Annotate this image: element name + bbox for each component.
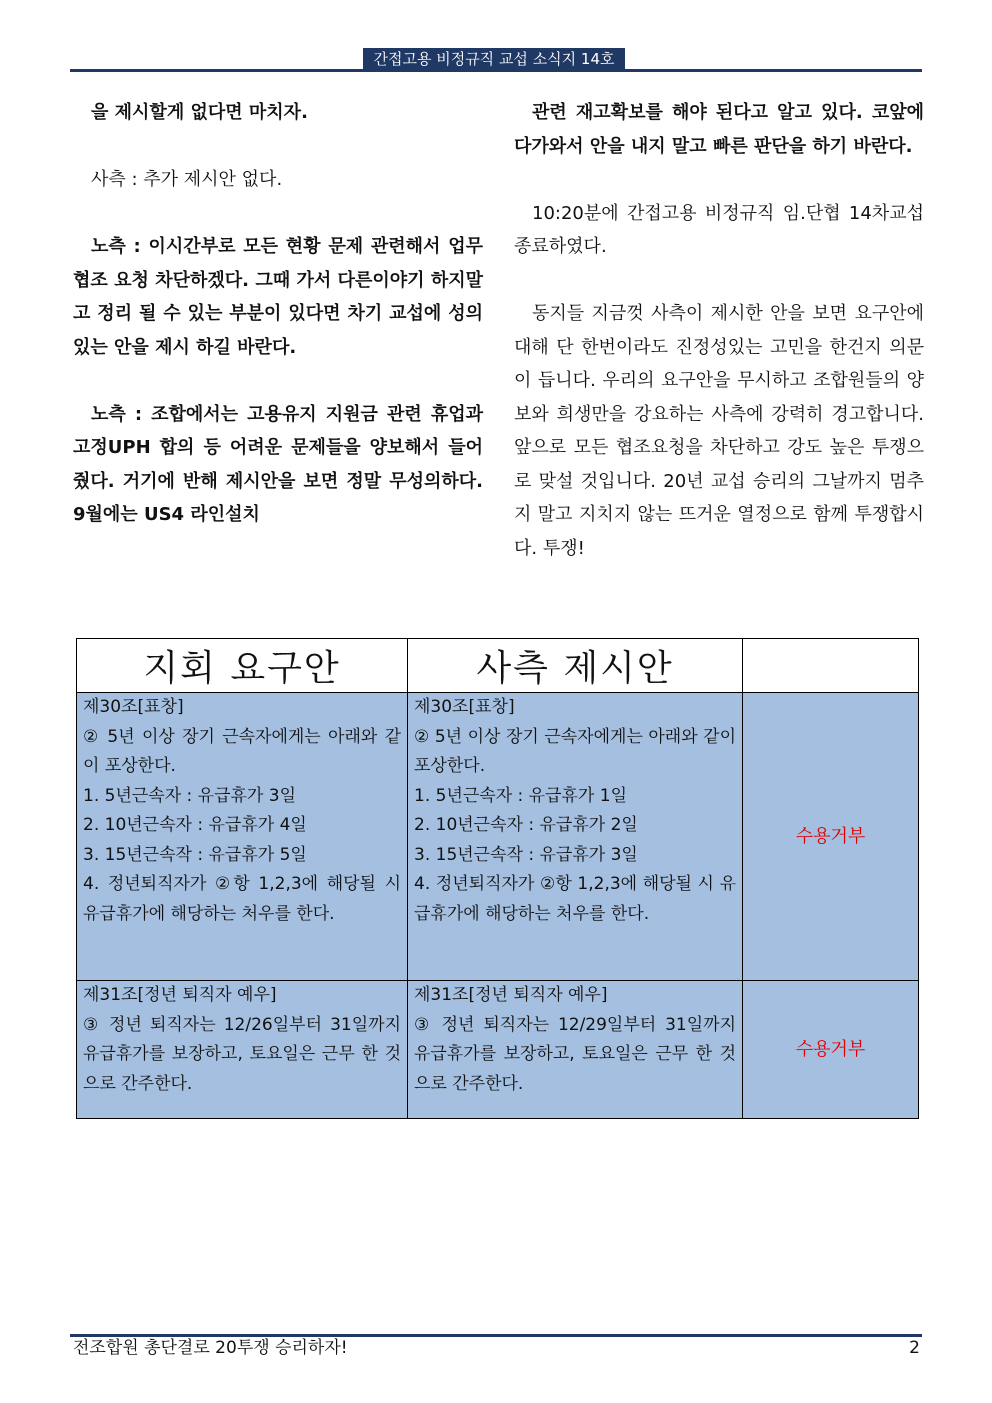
clause-title: 제30조[표창] [414, 697, 515, 717]
demands-comparison-table [76, 638, 919, 1119]
clause-item: 3. 15년근속작 : 유급휴가 5일 [83, 844, 307, 865]
left-paragraph-3: 노측 : 이시간부로 모든 현황 문제 관련해서 업무협조 요청 차단하겠다. 그때 가서 다른이야기 하지말고 정리 될 수 있는 부분이 있다면 차기 교섭에 성의있는 안을 제시 하길 바란다. [73, 236, 483, 358]
status-cell: 수용거부 [743, 981, 919, 1119]
clause-item: 1. 5년근속자 : 유급휴가 3일 [83, 785, 296, 806]
left-column [73, 96, 483, 565]
table-row [77, 981, 919, 1119]
clause-item: 2. 10년근속자 : 유급휴가 4일 [83, 815, 307, 835]
clause-item: 4. 정년퇴직자가 ②항 1,2,3에 해당될 시 유급휴가에 해당하는 처우를 한다. [414, 874, 736, 924]
left-paragraph-2: 사측 : 추가 제시안 없다. [91, 169, 283, 190]
clause-item: 1. 5년근속자 : 유급휴가 1일 [414, 785, 627, 806]
right-column [514, 96, 924, 599]
union-demand-cell [77, 981, 408, 1119]
clause-item: 4. 정년퇴직자가 ②항 1,2,3에 해당될 시 유급휴가에 해당하는 처우를 한다. [83, 874, 401, 924]
newsletter-title: 간접고용 비정규직 교섭 소식지 14호 [363, 48, 625, 70]
right-paragraph-3: 동지들 지금껏 사측이 제시한 안을 보면 요구안에 대해 단 한번이라도 진정성있는 고민을 한건지 의문이 듭니다. 우리의 요구안을 무시하고 조합원들의 양보와 희생만을 강요하는 사측에 강력히 경고합니다. 앞으로 모든 협조요청을 차단하고 강도 높은 투쟁으로 맞설 것입니다. 20년 교섭 승리의 그날까지 멈추지 말고 지치지 않는 뜨거운 열정으로 함께 투쟁합시다. 투쟁! [514, 303, 924, 559]
page-number: 2 [909, 1338, 920, 1358]
clause-text: ③ 정년 퇴직자는 12/29일부터 31일까지 유급휴가를 보장하고, 토요일은 근무 한 것으로 간주한다. [414, 1014, 736, 1094]
table-row [77, 693, 919, 981]
company-proposal-header: 사측 제시안 [408, 639, 743, 693]
left-paragraph-1: 을 제시할게 없다면 마치자. [91, 102, 308, 123]
clause-text: ② 5년 이상 장기 근속자에게는 아래와 같이 포상한다. [83, 726, 401, 776]
union-demand-cell [77, 693, 408, 981]
status-header [743, 639, 919, 693]
left-paragraph-4: 노측 : 조합에서는 고용유지 지원금 관련 휴업과 고정UPH 합의 등 어려운 문제들을 양보해서 들어줬다. 거기에 반해 제시안을 보면 정말 무성의하다. 9월에는 US4 라인설치 [73, 403, 483, 525]
clause-text: ② 5년 이상 장기 근속자에게는 아래와 같이 포상한다. [414, 726, 736, 776]
header-rule [70, 69, 922, 72]
right-paragraph-2: 10:20분에 간접고용 비정규직 임.단협 14차교섭 종료하였다. [514, 202, 924, 257]
union-demand-header: 지회 요구안 [77, 639, 408, 693]
clause-title: 제31조[정년 퇴직자 예우] [83, 985, 277, 1005]
company-proposal-cell [408, 693, 743, 981]
clause-item: 2. 10년근속자 : 유급휴가 2일 [414, 815, 638, 835]
right-paragraph-1: 관련 재고확보를 해야 된다고 알고 있다. 코앞에 다가와서 안을 내지 말고 빠른 판단을 하기 바란다. [514, 102, 924, 157]
clause-title: 제31조[정년 퇴직자 예우] [414, 985, 608, 1005]
clause-text: ③ 정년 퇴직자는 12/26일부터 31일까지 유급휴가를 보장하고, 토요일은 근무 한 것으로 간주한다. [83, 1014, 401, 1094]
status-cell: 수용거부 [743, 693, 919, 981]
footer-slogan: 전조합원 총단결로 20투쟁 승리하자! [73, 1338, 348, 1358]
company-proposal-cell [408, 981, 743, 1119]
table-header-row [77, 639, 919, 693]
clause-item: 3. 15년근속작 : 유급휴가 3일 [414, 844, 638, 865]
clause-title: 제30조[표창] [83, 697, 184, 717]
